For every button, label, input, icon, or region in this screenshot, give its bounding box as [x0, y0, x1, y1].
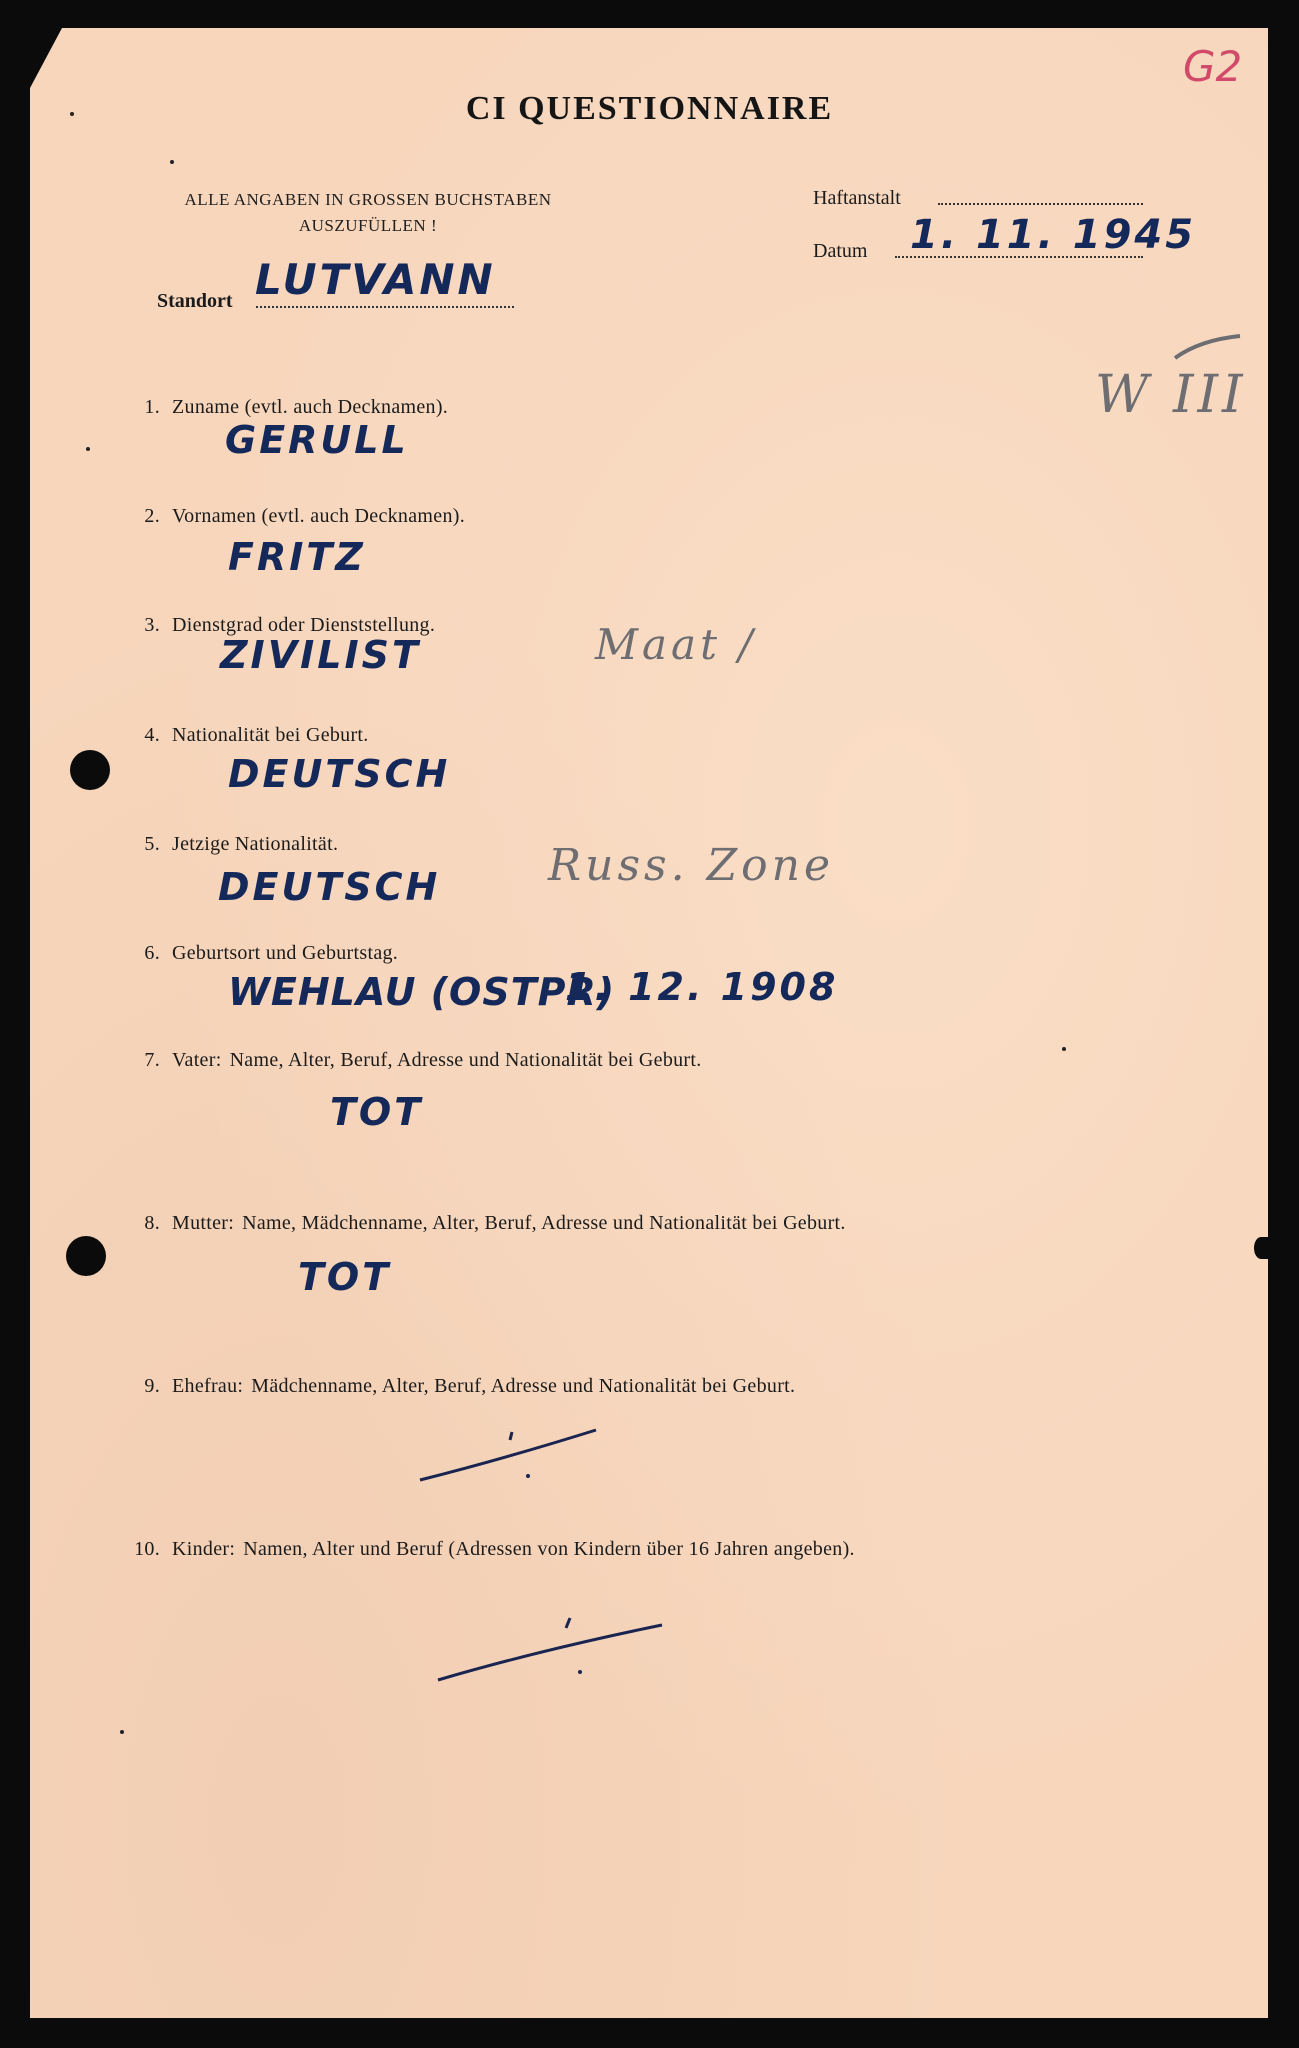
standort-label: Standort — [157, 290, 233, 312]
answer-8: TOT — [298, 1255, 392, 1299]
question-2: 2. Vornamen (evtl. auch Decknamen). — [144, 505, 466, 527]
question-10: 10. Kinder: Namen, Alter und Beruf (Adressen von Kindern über 16 Jahren angeben). — [134, 1538, 855, 1560]
question-6: 6. Geburtsort und Geburtstag. — [144, 942, 399, 964]
haftanstalt-label: Haftanstalt — [813, 187, 901, 209]
question-7: 7. Vater: Name, Alter, Beruf, Adresse und Nationalität bei Geburt. — [144, 1049, 702, 1071]
answer-5: DEUTSCH — [218, 865, 441, 909]
datum-label: Datum — [813, 240, 868, 262]
question-8: 8. Mutter: Name, Mädchenname, Alter, Beruf, Adresse und Nationalität bei Geburt. — [144, 1212, 846, 1234]
datum-value: 1. 11. 1945 — [910, 212, 1197, 258]
margin-mark: W III — [1095, 365, 1247, 425]
answer-4: DEUTSCH — [228, 752, 451, 796]
answer-10-dash — [438, 1625, 662, 1680]
note-3: Maat / — [595, 620, 757, 669]
answer-10-tick — [566, 1618, 570, 1628]
note-5: Russ. Zone — [548, 840, 835, 891]
document-title: CI QUESTIONNAIRE — [465, 90, 834, 127]
question-1: 1. Zuname (evtl. auch Decknamen). — [144, 396, 449, 418]
question-9: 9. Ehefrau: Mädchenname, Alter, Beruf, Adresse und Nationalität bei Geburt. — [144, 1375, 796, 1397]
answer-9-tick — [510, 1432, 512, 1440]
margin-mark-overline — [1175, 336, 1240, 358]
answer-10-dot — [578, 1670, 582, 1674]
answer-6-date: 1. 12. 1908 — [565, 965, 839, 1009]
instruction-line-2: AUSZUFÜLLEN ! — [298, 216, 438, 235]
answer-3: ZIVILIST — [220, 633, 421, 677]
question-4: 4. Nationalität bei Geburt. — [144, 724, 369, 746]
question-5: 5. Jetzige Nationalität. — [144, 833, 339, 855]
answer-9-dot — [526, 1474, 530, 1478]
answer-9-dash — [420, 1430, 596, 1480]
answer-7: TOT — [330, 1090, 424, 1134]
answer-6-place: WEHLAU (OSTPR) — [228, 970, 616, 1014]
question-3: 3. Dienstgrad oder Dienststellung. — [144, 614, 436, 636]
corner-mark: G2 — [1183, 42, 1243, 91]
instruction-line-1: ALLE ANGABEN IN GROSSEN BUCHSTABEN — [184, 190, 552, 209]
answer-2: FRITZ — [228, 535, 366, 579]
answer-1: GERULL — [225, 418, 409, 462]
standort-value: LUTVANN — [255, 255, 496, 304]
